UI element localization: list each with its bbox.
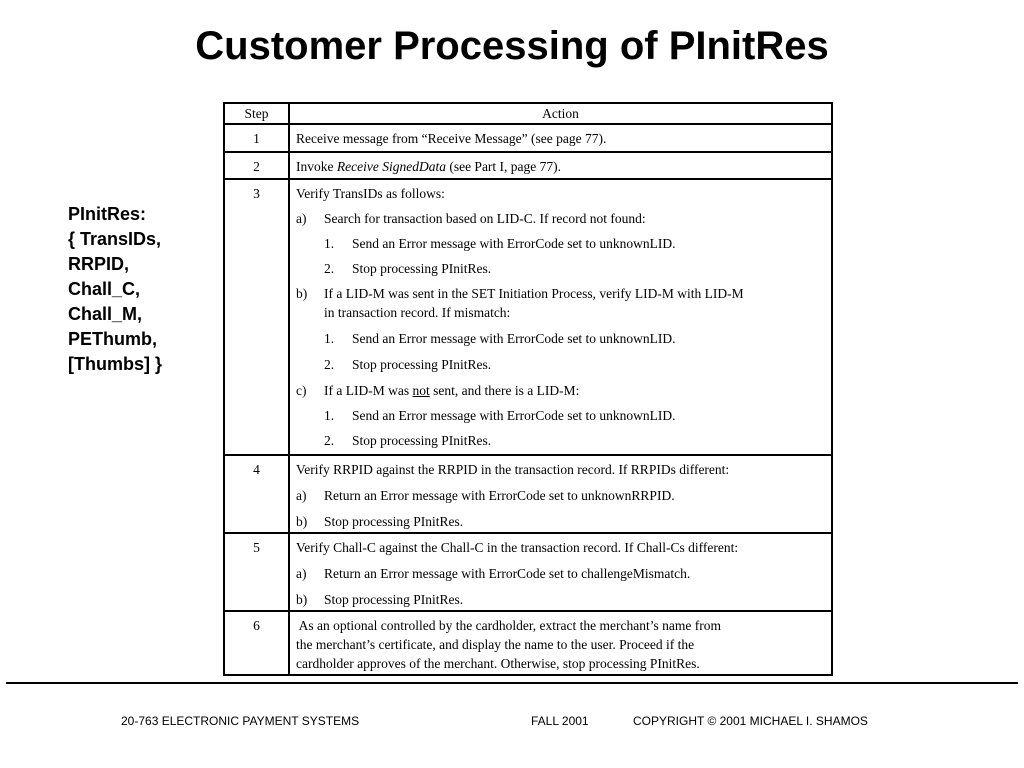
item-text: Send an Error message with ErrorCode set to unknownLID. — [352, 408, 676, 423]
header-action: Action — [542, 106, 579, 121]
step-number: 6 — [253, 618, 260, 633]
footer-term: FALL 2001 — [531, 714, 589, 728]
action-text: Verify TransIDs as follows: — [296, 186, 445, 201]
processing-table — [223, 102, 833, 676]
item-label: a) — [296, 488, 307, 503]
table-row — [225, 534, 831, 612]
action-text: Verify Chall-C against the Chall-C in the transaction record. If Chall-Cs different: — [296, 540, 739, 555]
action-text: Verify RRPID against the RRPID in the transaction record. If RRPIDs different: — [296, 462, 730, 477]
item-label: a) — [296, 211, 307, 226]
item-label: b) — [296, 286, 308, 301]
action-text: the merchant’s certificate, and display the name to the user. Proceed if the — [296, 637, 695, 652]
item-number: 1. — [324, 408, 335, 423]
slide-title: Customer Processing of PInitRes — [195, 24, 829, 68]
table-row — [225, 153, 831, 180]
structure-line: PEThumb, — [68, 329, 157, 349]
step-number: 1 — [253, 131, 260, 146]
action-text: cardholder approves of the merchant. Otherwise, stop processing PInitRes. — [296, 656, 700, 671]
header-step: Step — [244, 106, 269, 121]
item-label: b) — [296, 592, 308, 607]
item-text: Stop processing PInitRes. — [352, 433, 492, 448]
action-text: As an optional controlled by the cardholder, extract the merchant’s name from — [296, 618, 721, 633]
action-emphasis: Receive SignedData — [336, 159, 446, 174]
item-text: Search for transaction based on LID-C. If record not found: — [324, 211, 646, 226]
structure-line: RRPID, — [68, 254, 130, 274]
item-text: Return an Error message with ErrorCode set to unknownRRPID. — [324, 488, 675, 503]
table-row — [225, 180, 831, 456]
item-text: If a LID-M was sent in the SET Initiation Process, verify LID-M with LID-M — [324, 286, 744, 301]
item-text: in transaction record. If mismatch: — [324, 305, 511, 320]
step-number: 4 — [253, 462, 260, 477]
structure-line: Chall_C, — [68, 279, 141, 299]
item-number: 2. — [324, 433, 335, 448]
message-structure — [68, 202, 162, 377]
item-text: Stop processing PInitRes. — [352, 261, 492, 276]
table-header — [225, 104, 831, 125]
table-row — [225, 125, 831, 153]
item-text: Send an Error message with ErrorCode set to unknownLID. — [352, 331, 676, 346]
item-label: a) — [296, 566, 307, 581]
item-text: Stop processing PInitRes. — [352, 357, 492, 372]
item-text: Send an Error message with ErrorCode set to unknownLID. — [352, 236, 676, 251]
item-number: 2. — [324, 261, 335, 276]
item-label: b) — [296, 514, 308, 529]
item-text: Return an Error message with ErrorCode set to challengeMismatch. — [324, 566, 691, 581]
footer-course: 20-763 ELECTRONIC PAYMENT SYSTEMS — [121, 714, 360, 728]
item-label: c) — [296, 383, 307, 398]
action-text: Receive message from “Receive Message” (see page 77). — [296, 131, 607, 146]
structure-line: [Thumbs] } — [68, 354, 162, 374]
table-row — [225, 612, 831, 674]
footer-copyright: COPYRIGHT © 2001 MICHAEL I. SHAMOS — [633, 714, 868, 728]
underlined-word: not — [412, 383, 430, 398]
item-text: If a LID-M was not sent, and there is a LID-M: — [324, 383, 580, 398]
item-number: 1. — [324, 236, 335, 251]
step-number: 2 — [253, 159, 260, 174]
step-number: 3 — [253, 186, 260, 201]
structure-line: { TransIDs, — [68, 229, 162, 249]
step-number: 5 — [253, 540, 260, 555]
item-number: 1. — [324, 331, 335, 346]
item-text: Stop processing PInitRes. — [324, 514, 464, 529]
action-text: Invoke Receive SignedData (see Part I, page 77). — [296, 159, 562, 174]
structure-line: PInitRes: — [68, 204, 147, 224]
footer-divider — [6, 682, 1018, 684]
table-row — [225, 456, 831, 534]
item-number: 2. — [324, 357, 335, 372]
structure-line: Chall_M, — [68, 304, 143, 324]
item-text: Stop processing PInitRes. — [324, 592, 464, 607]
